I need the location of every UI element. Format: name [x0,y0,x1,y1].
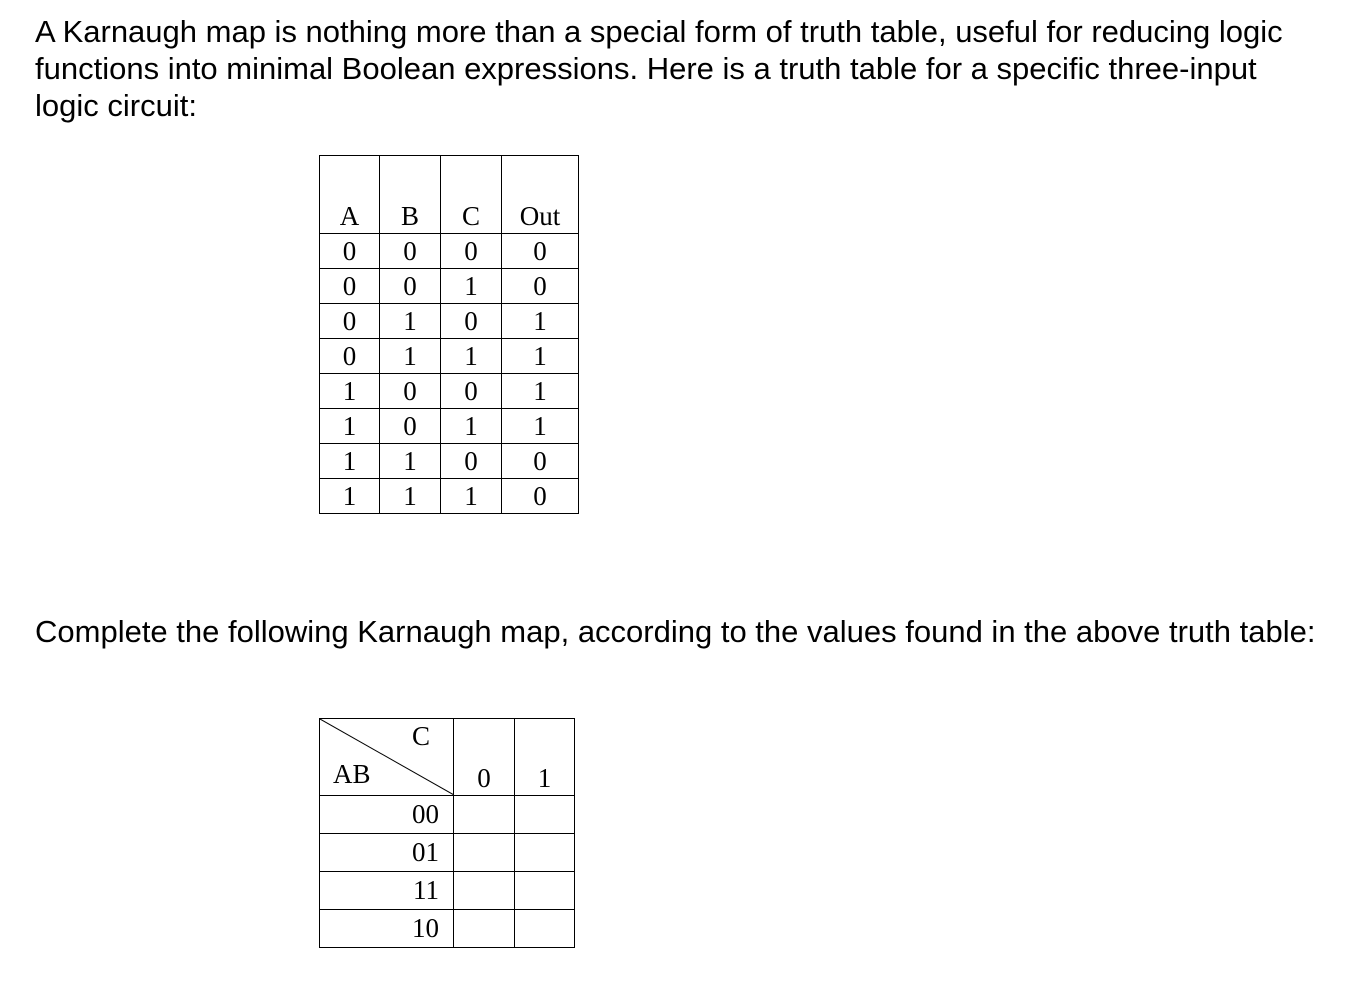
table-row [320,479,579,514]
cell-c: 1 [441,339,502,374]
kmap-empty-cell[interactable] [454,834,515,872]
header-a: A [320,156,380,234]
kmap-empty-cell[interactable] [515,872,575,910]
cell-a: 0 [320,234,380,269]
cell-c: 1 [441,409,502,444]
kmap-corner-cell [320,719,454,796]
cell-out: 1 [502,339,579,374]
table-row [320,409,579,444]
cell-b: 1 [380,444,441,479]
cell-out: 1 [502,304,579,339]
kmap-row-variable: AB [333,759,371,789]
cell-out: 1 [502,409,579,444]
cell-a: 1 [320,479,380,514]
truth-table [319,155,579,514]
table-row [320,374,579,409]
cell-c: 1 [441,269,502,304]
kmap-row [320,834,575,872]
cell-out: 0 [502,269,579,304]
cell-a: 0 [320,269,380,304]
kmap-row-header: 01 [320,834,454,872]
kmap-empty-cell[interactable] [515,834,575,872]
kmap-empty-cell[interactable] [454,910,515,948]
kmap-empty-cell[interactable] [515,910,575,948]
truth-table-header-row [320,156,579,234]
kmap-row [320,910,575,948]
header-out: Out [502,156,579,234]
cell-a: 0 [320,339,380,374]
cell-c: 0 [441,444,502,479]
table-row [320,339,579,374]
cell-b: 0 [380,234,441,269]
cell-c: 0 [441,234,502,269]
kmap-row-header: 10 [320,910,454,948]
cell-a: 1 [320,374,380,409]
cell-a: 0 [320,304,380,339]
kmap-empty-cell[interactable] [454,872,515,910]
kmap-row-header: 11 [320,872,454,910]
header-c: C [441,156,502,234]
karnaugh-map [319,718,575,948]
kmap-col-header-0: 0 [454,719,515,796]
table-row [320,444,579,479]
kmap-header-row [320,719,575,796]
table-row [320,234,579,269]
kmap-empty-cell[interactable] [454,796,515,834]
cell-out: 1 [502,374,579,409]
cell-b: 1 [380,479,441,514]
kmap-row [320,796,575,834]
kmap-row-header: 00 [320,796,454,834]
kmap-empty-cell[interactable] [515,796,575,834]
cell-out: 0 [502,234,579,269]
kmap-col-header-1: 1 [515,719,575,796]
intro-paragraph: A Karnaugh map is nothing more than a special form of truth table, useful for reducing logic functions into minimal Boolean expressions. Here is a truth table for a specific three-input logic circuit: [35,14,1283,123]
kmap-column-variable: C [412,721,431,751]
cell-c: 0 [441,304,502,339]
cell-b: 0 [380,269,441,304]
cell-c: 1 [441,479,502,514]
kmap-row [320,872,575,910]
cell-b: 0 [380,409,441,444]
cell-b: 0 [380,374,441,409]
cell-b: 1 [380,304,441,339]
cell-c: 0 [441,374,502,409]
cell-a: 1 [320,409,380,444]
cell-out: 0 [502,479,579,514]
instruction-paragraph: Complete the following Karnaugh map, according to the values found in the above truth table: [35,614,1316,649]
cell-b: 1 [380,339,441,374]
table-row [320,269,579,304]
cell-a: 1 [320,444,380,479]
cell-out: 0 [502,444,579,479]
header-b: B [380,156,441,234]
table-row [320,304,579,339]
